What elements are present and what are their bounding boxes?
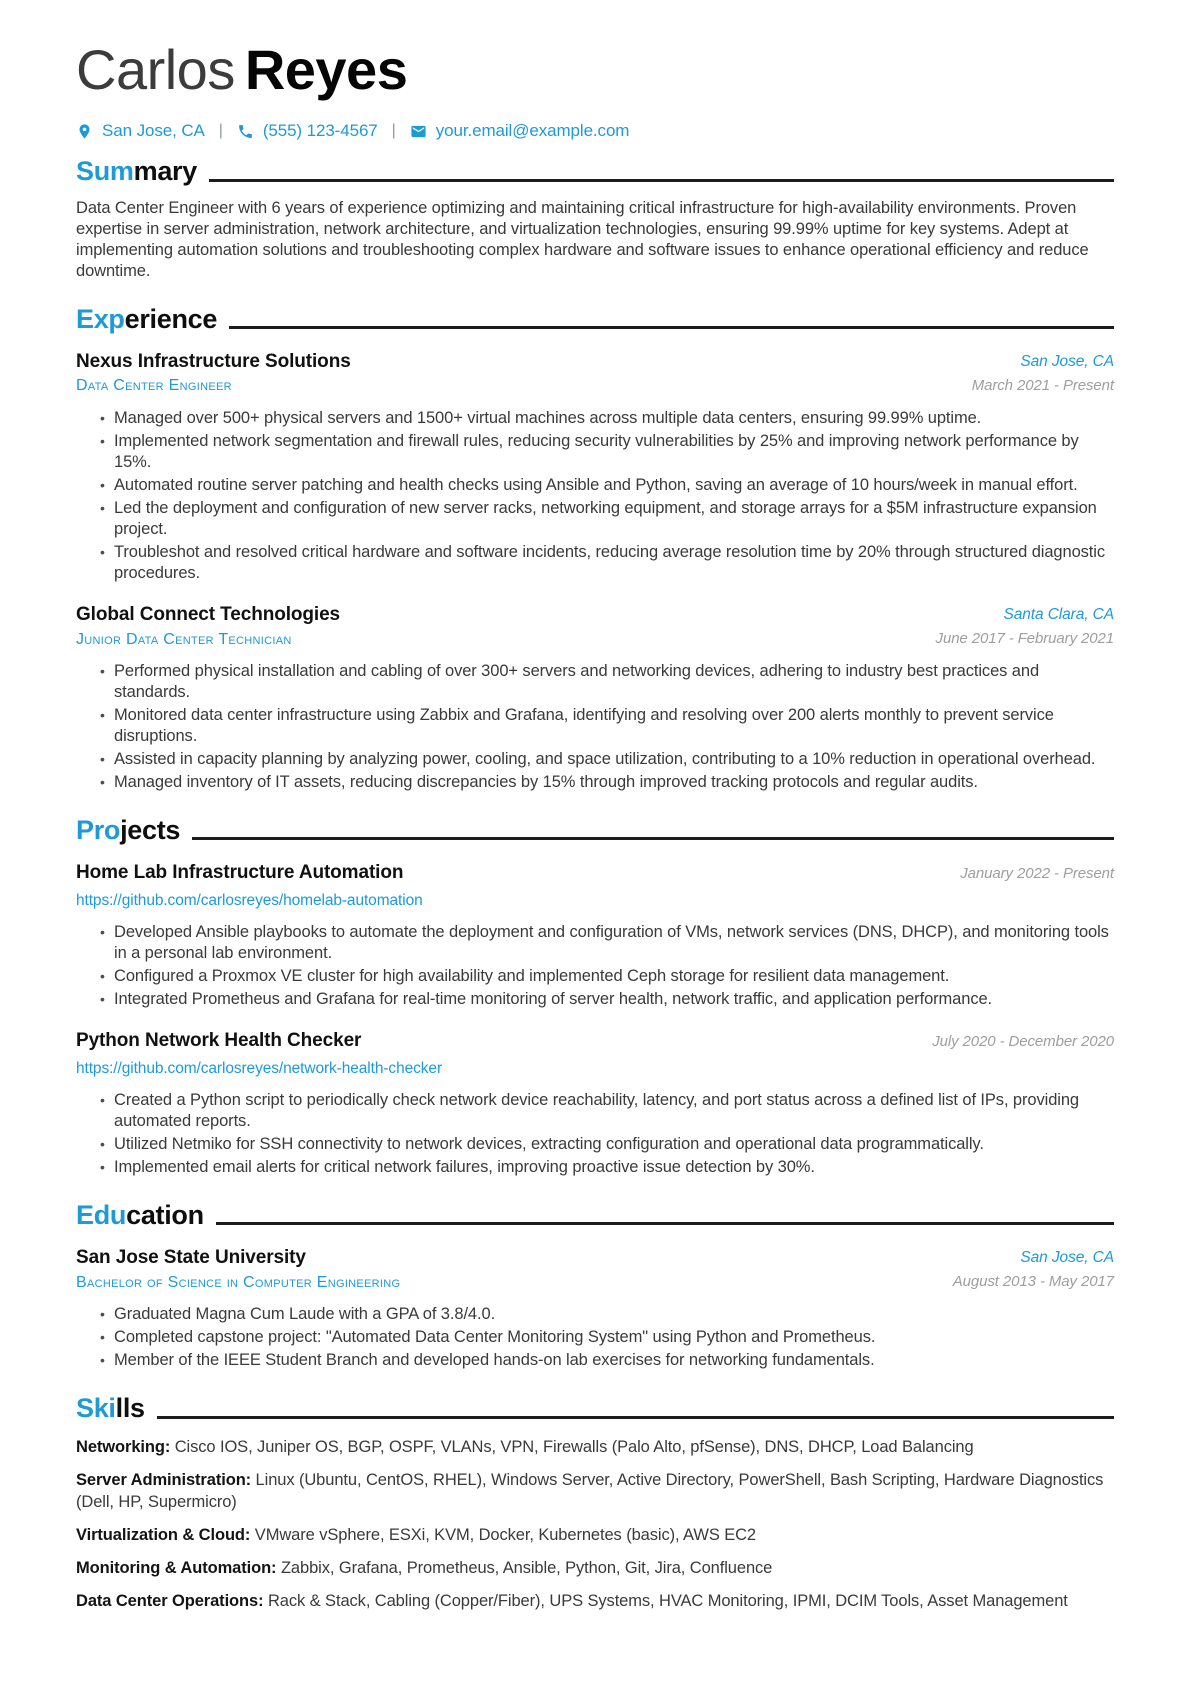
- project-dates: July 2020 - December 2020: [932, 1033, 1114, 1051]
- section-title: Skills: [76, 1393, 145, 1424]
- project-url-link[interactable]: https://github.com/carlosreyes/network-health-checker: [76, 1059, 443, 1077]
- education-entry: [76, 1246, 1114, 1371]
- heading-rule: [209, 179, 1114, 182]
- bullet-item: • Utilized Netmiko for SSH connectivity to network devices, extracting configuration and operational data programmatically.: [114, 1134, 1114, 1155]
- bullet-item: • Troubleshot and resolved critical hardware and software incidents, reducing average resolution time by 20% through structured diagnostic procedures.: [114, 542, 1114, 584]
- envelope-icon: [410, 123, 427, 140]
- last-name: Reyes: [244, 38, 408, 101]
- company-name: Nexus Infrastructure Solutions: [76, 350, 351, 372]
- heading-rule: [157, 1416, 1114, 1419]
- skill-category-label: Server Administration:: [76, 1470, 252, 1489]
- bullet-list: [76, 922, 1114, 1010]
- experience-entry: [76, 350, 1114, 584]
- contact-location: [76, 121, 205, 141]
- bullet-item: • Managed over 500+ physical servers and 1500+ virtual machines across multiple data centers, ensuring 99.99% uptime.: [114, 408, 1114, 429]
- bullet-item: • Monitored data center infrastructure using Zabbix and Grafana, identifying and resolving over 200 alerts monthly to prevent service disruptions.: [114, 705, 1114, 747]
- project-name: Python Network Health Checker: [76, 1030, 362, 1052]
- skill-row: [76, 1524, 1114, 1546]
- bullet-item: • Implemented network segmentation and firewall rules, reducing security vulnerabilities by 25% and improving network performance by 15%.: [114, 431, 1114, 473]
- school-location: San Jose, CA: [1020, 1249, 1114, 1267]
- section-projects: [76, 815, 1114, 1178]
- entry-header: [76, 1246, 1114, 1293]
- section-title: Experience: [76, 303, 218, 334]
- job-title: Junior Data Center Technician: [76, 630, 292, 648]
- contact-email: [410, 121, 630, 141]
- map-pin-icon: [76, 123, 93, 140]
- first-name: Carlos: [76, 38, 235, 101]
- skill-category-label: Virtualization & Cloud:: [76, 1525, 251, 1544]
- project-name: Home Lab Infrastructure Automation: [76, 862, 404, 884]
- bullet-item: • Led the deployment and configuration of new server racks, networking equipment, and storage arrays for a $5M infrastructure expansion project.: [114, 498, 1114, 540]
- section-title: Summary: [76, 156, 197, 187]
- section-skills: [76, 1393, 1114, 1611]
- skill-values: VMware vSphere, ESXi, KVM, Docker, Kubernetes (basic), AWS EC2: [254, 1525, 757, 1544]
- heading-rule: [192, 837, 1114, 840]
- summary-heading: [76, 156, 1114, 187]
- skill-row: [76, 1436, 1114, 1458]
- job-location: San Jose, CA: [1020, 352, 1114, 370]
- contact-row: [76, 121, 1114, 141]
- entry-header: [76, 1029, 1114, 1053]
- heading-rule: [229, 326, 1114, 329]
- section-experience: [76, 304, 1114, 794]
- phone-handset-icon: [237, 123, 254, 140]
- entry-header: [76, 603, 1114, 650]
- bullet-list: [76, 1304, 1114, 1371]
- bullet-item: • Implemented email alerts for critical network failures, improving proactive issue detection by 30%.: [114, 1157, 1114, 1178]
- bullet-item: • Automated routine server patching and health checks using Ansible and Python, saving an average of 10 hours/week in manual effort.: [114, 475, 1114, 496]
- location-text: San Jose, CA: [102, 121, 205, 141]
- contact-separator: |: [218, 122, 223, 140]
- skill-category-label: Data Center Operations:: [76, 1591, 264, 1610]
- project-entry: [76, 1029, 1114, 1178]
- education-dates: August 2013 - May 2017: [952, 1273, 1114, 1291]
- projects-heading: [76, 815, 1114, 846]
- section-title: Projects: [76, 815, 181, 846]
- person-name: [76, 40, 1114, 100]
- job-dates: March 2021 - Present: [971, 376, 1114, 394]
- bullet-item: • Configured a Proxmox VE cluster for high availability and implemented Ceph storage for resilient data management.: [114, 966, 1114, 987]
- bullet-item: • Integrated Prometheus and Grafana for real-time monitoring of server health, network traffic, and application performance.: [114, 989, 1114, 1010]
- bullet-item: • Performed physical installation and cabling of over 300+ servers and networking devices, adhering to industry best practices and standards.: [114, 661, 1114, 703]
- skill-category-label: Monitoring & Automation:: [76, 1558, 277, 1577]
- project-entry: [76, 861, 1114, 1010]
- header: [76, 40, 1114, 141]
- heading-rule: [216, 1222, 1114, 1225]
- bullet-item: • Graduated Magna Cum Laude with a GPA of 3.8/4.0.: [114, 1304, 1114, 1325]
- education-heading: [76, 1200, 1114, 1231]
- contact-phone: [237, 121, 378, 141]
- section-summary: [76, 156, 1114, 281]
- section-education: [76, 1200, 1114, 1371]
- job-dates: June 2017 - February 2021: [935, 630, 1114, 648]
- skills-heading: [76, 1393, 1114, 1424]
- bullet-item: • Completed capstone project: "Automated Data Center Monitoring System" using Python and Prometheus.: [114, 1327, 1114, 1348]
- bullet-list: [76, 661, 1114, 793]
- phone-text: (555) 123-4567: [262, 121, 378, 141]
- entry-header: [76, 861, 1114, 885]
- summary-text: Data Center Engineer with 6 years of experience optimizing and maintaining critical infrastructure for high-availability environments. Proven expertise in server administration, network architecture, and virtualization technologies, ensuring 99.99% uptime for key systems. Adept at implementing automation solutions and troubleshooting complex hardware and software issues to enhance operational efficiency and reduce downtime.: [76, 198, 1089, 280]
- bullet-list: [76, 408, 1114, 584]
- contact-separator: |: [391, 122, 396, 140]
- section-title: Education: [76, 1200, 204, 1231]
- skill-row: [76, 1557, 1114, 1579]
- project-dates: January 2022 - Present: [960, 865, 1114, 883]
- entry-header: [76, 350, 1114, 397]
- skill-values: Linux (Ubuntu, CentOS, RHEL), Windows Server, Active Directory, PowerShell, Bash Scripting, Hardware Diagnostics (Dell, HP, Supermicro): [76, 1470, 1104, 1511]
- project-url-link[interactable]: https://github.com/carlosreyes/homelab-automation: [76, 892, 423, 910]
- job-location: Santa Clara, CA: [1003, 605, 1114, 623]
- bullet-item: • Assisted in capacity planning by analyzing power, cooling, and space utilization, contributing to a 10% reduction in operational overhead.: [114, 749, 1114, 770]
- email-link[interactable]: your.email@example.com: [435, 121, 630, 141]
- skill-values: Zabbix, Grafana, Prometheus, Ansible, Python, Git, Jira, Confluence: [280, 1558, 773, 1577]
- school-name: San Jose State University: [76, 1247, 306, 1269]
- company-name: Global Connect Technologies: [76, 603, 341, 625]
- bullet-item: • Created a Python script to periodically check network device reachability, latency, and port status across a defined list of IPs, providing automated reports.: [114, 1090, 1114, 1132]
- skill-values: Rack & Stack, Cabling (Copper/Fiber), UPS Systems, HVAC Monitoring, IPMI, DCIM Tools, Asset Management: [267, 1591, 1068, 1610]
- job-title: Data Center Engineer: [76, 377, 232, 395]
- bullet-list: [76, 1090, 1114, 1178]
- bullet-item: • Developed Ansible playbooks to automate the deployment and configuration of VMs, network services (DNS, DHCP), and monitoring tools in a personal lab environment.: [114, 922, 1114, 964]
- skill-category-label: Networking:: [76, 1437, 171, 1456]
- experience-entry: [76, 603, 1114, 793]
- skill-row: [76, 1469, 1114, 1513]
- skill-row: [76, 1590, 1114, 1612]
- degree-name: Bachelor of Science in Computer Engineering: [76, 1273, 401, 1291]
- experience-heading: [76, 304, 1114, 335]
- bullet-item: • Member of the IEEE Student Branch and developed hands-on lab exercises for networking fundamentals.: [114, 1350, 1114, 1371]
- bullet-item: • Managed inventory of IT assets, reducing discrepancies by 15% through improved tracking protocols and regular audits.: [114, 772, 1114, 793]
- skill-values: Cisco IOS, Juniper OS, BGP, OSPF, VLANs, VPN, Firewalls (Palo Alto, pfSense), DNS, DHCP, Load Balancing: [174, 1437, 974, 1456]
